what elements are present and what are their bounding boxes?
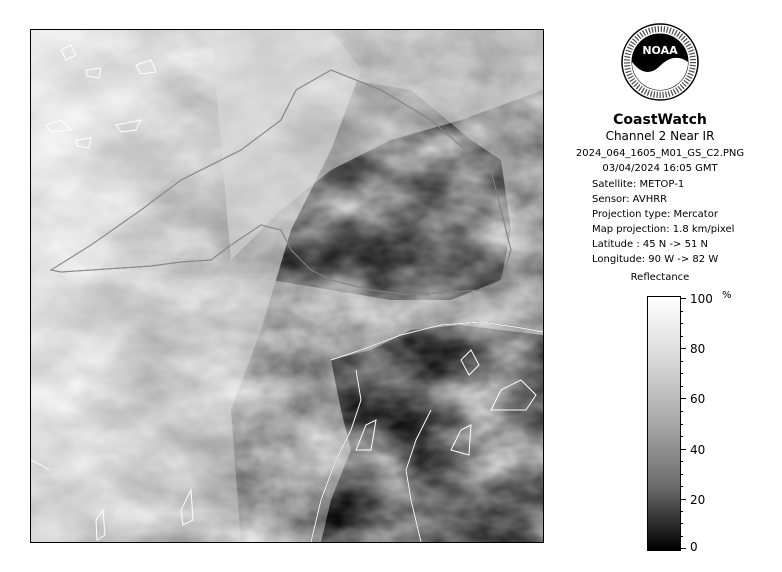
image-filename: 2024_064_1605_M01_GS_C2.PNG [575, 148, 745, 159]
tick-major [680, 348, 686, 349]
tick-minor [680, 336, 683, 337]
tick-minor [680, 311, 683, 312]
colorbar-label-100: 100 [690, 292, 713, 306]
tick-minor [680, 536, 683, 537]
tick-minor [680, 436, 683, 437]
satellite-line: Satellite: METOP-1 [592, 179, 685, 190]
tick-minor [680, 373, 683, 374]
tick-minor [680, 411, 683, 412]
colorbar-label-60: 60 [690, 392, 706, 406]
sensor-line: Sensor: AVHRR [592, 194, 668, 205]
tick-major [680, 548, 686, 549]
tick-minor [680, 523, 683, 524]
projection-type-line: Projection type: Mercator [592, 209, 718, 220]
colorbar-title: Reflectance [630, 272, 690, 283]
channel-subtitle: Channel 2 Near IR [605, 129, 715, 143]
tick-minor [680, 474, 683, 475]
tick-minor [680, 323, 683, 324]
colorbar-label-40: 40 [690, 443, 706, 457]
tick-major [680, 398, 686, 399]
reflectance-colorbar [647, 296, 681, 551]
colorbar-label-20: 20 [690, 493, 706, 507]
tick-minor [680, 486, 683, 487]
map-image [31, 30, 543, 542]
latitude-line: Latitude : 45 N -> 51 N [592, 239, 708, 250]
map-projection-line: Map projection: 1.8 km/pixel [592, 224, 735, 235]
image-datetime: 03/04/2024 16:05 GMT [602, 163, 718, 174]
tick-minor [680, 511, 683, 512]
tick-minor [680, 361, 683, 362]
logo-text: NOAA [642, 44, 678, 57]
satellite-map [30, 29, 544, 543]
colorbar-label-0: 0 [690, 540, 698, 554]
tick-major [680, 449, 686, 450]
tick-minor [680, 386, 683, 387]
longitude-line: Longitude: 90 W -> 82 W [592, 254, 719, 265]
app-title: CoastWatch [613, 112, 707, 128]
noaa-logo [620, 22, 700, 102]
colorbar-unit: % [722, 290, 732, 301]
colorbar-label-80: 80 [690, 342, 706, 356]
tick-minor [680, 461, 683, 462]
tick-minor [680, 424, 683, 425]
tick-major [680, 499, 686, 500]
tick-major [680, 298, 686, 299]
